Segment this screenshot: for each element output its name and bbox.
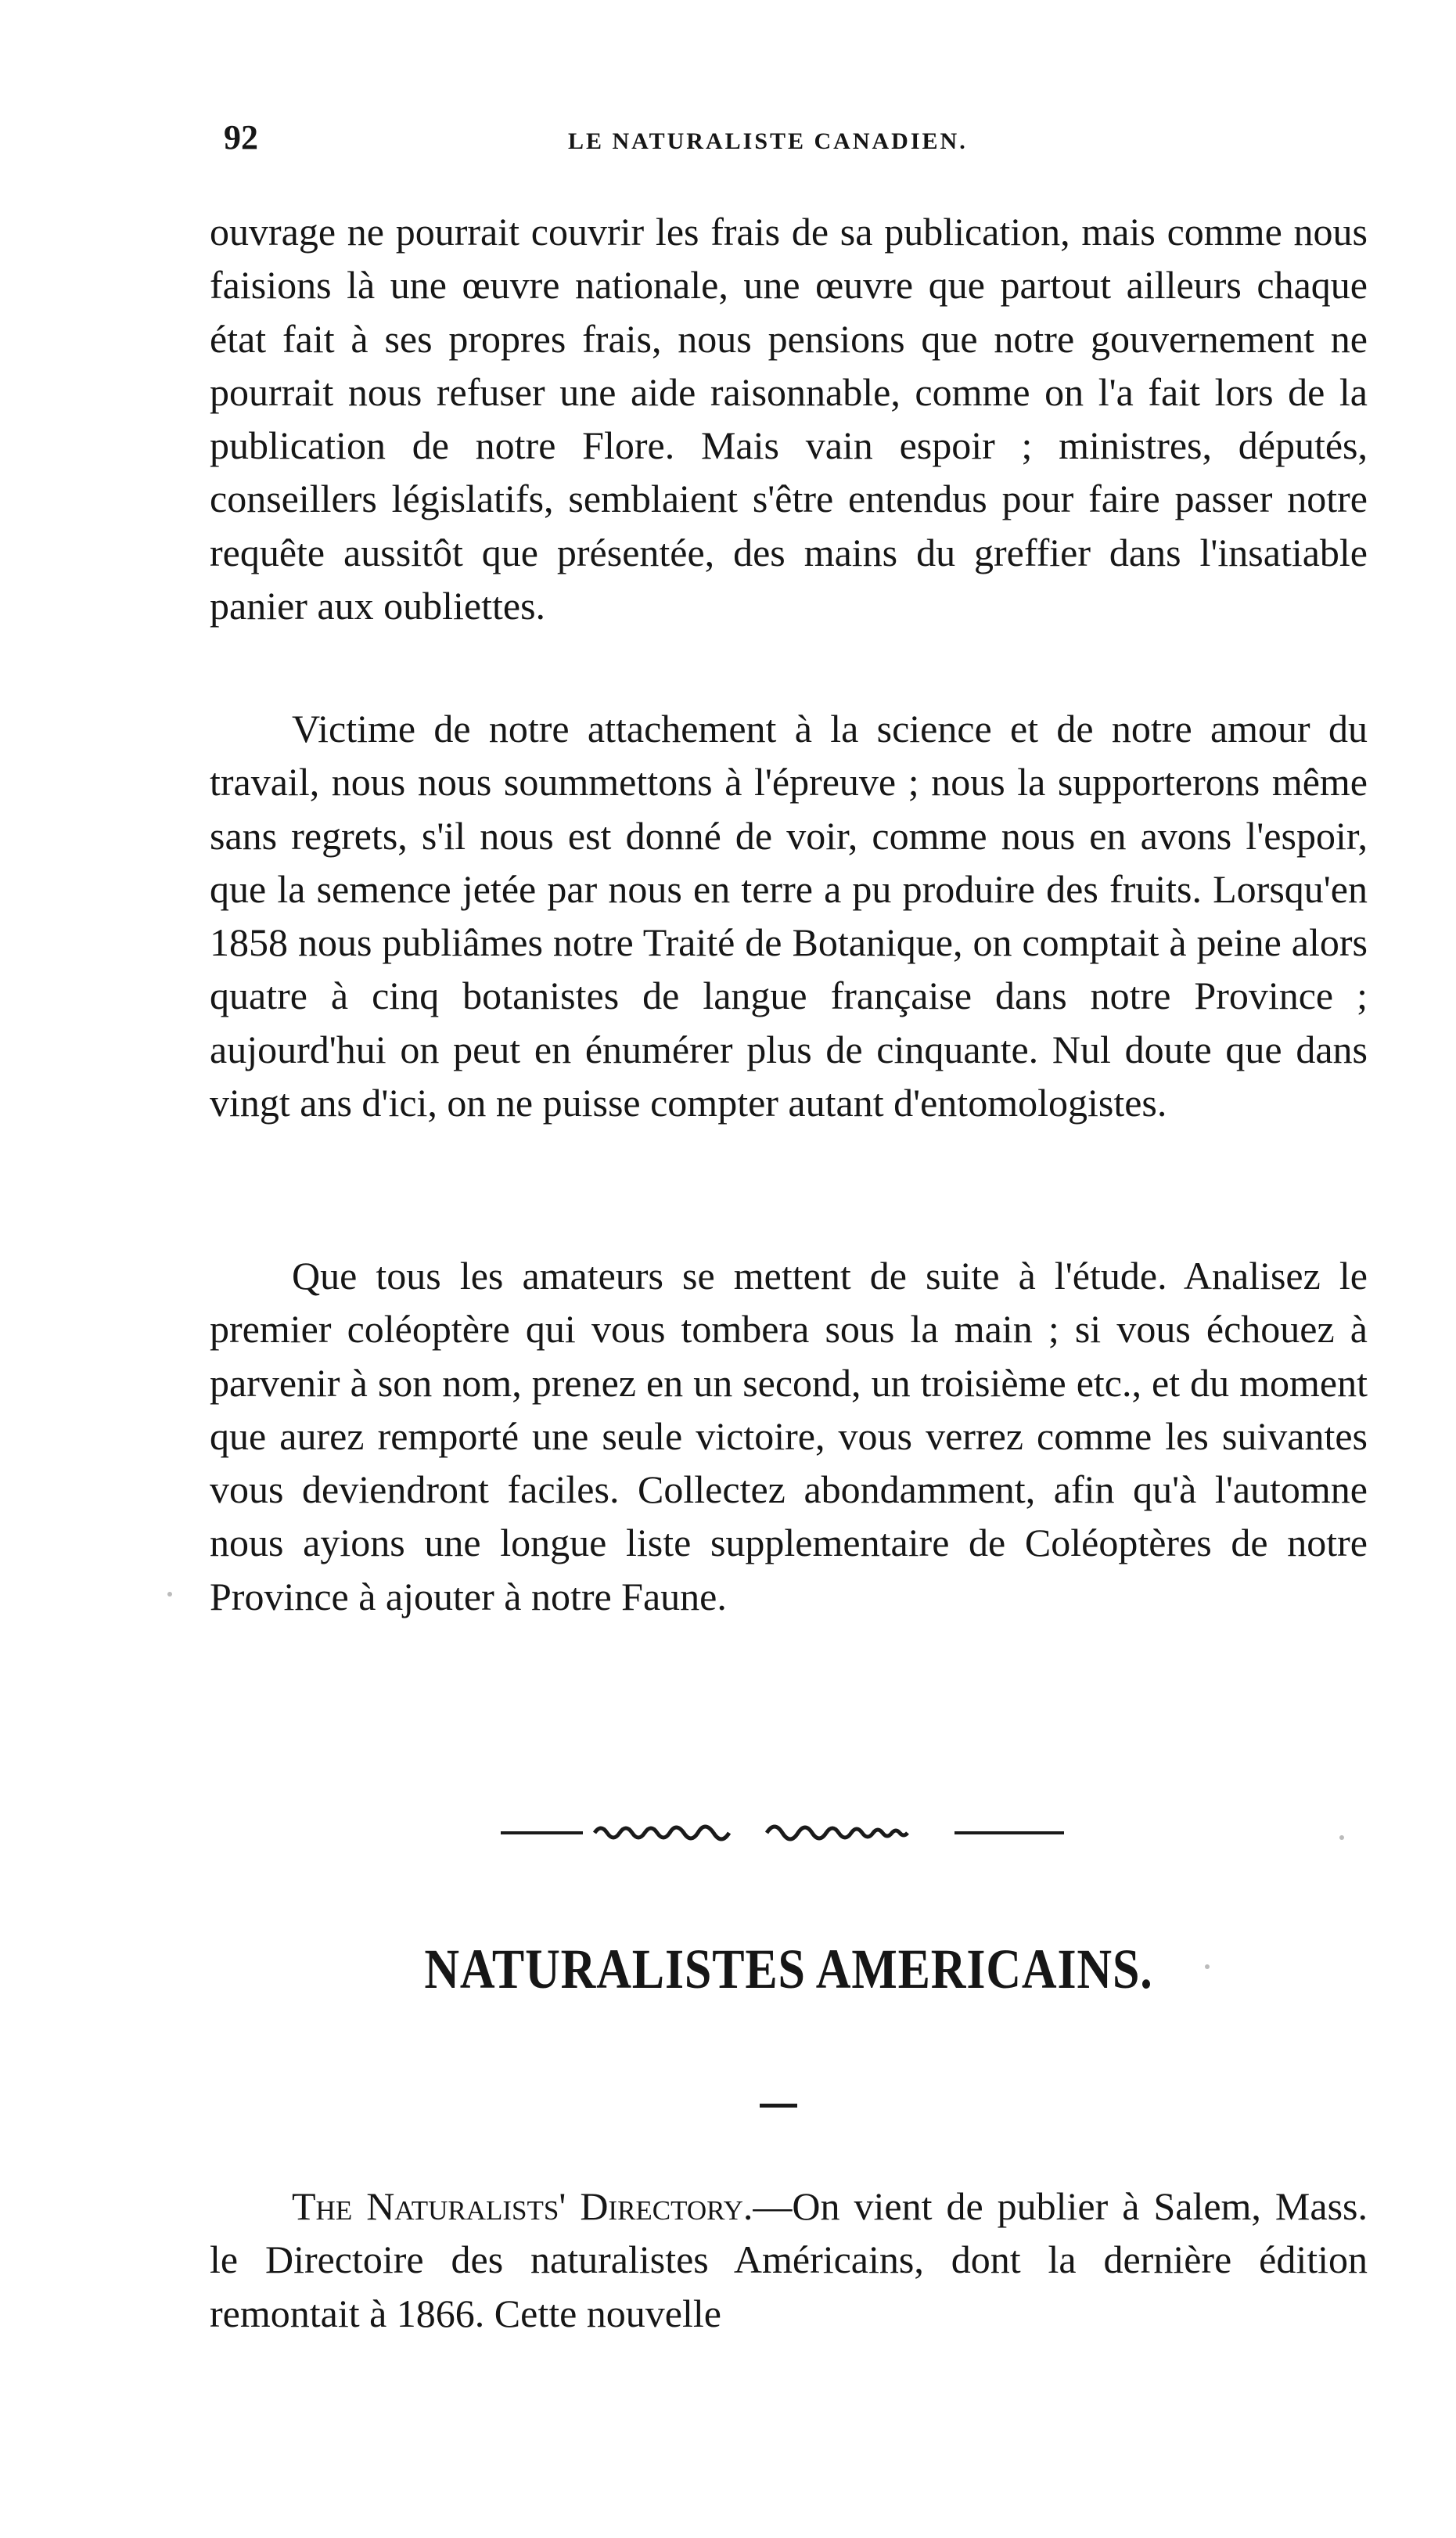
paragraph-1 bbox=[210, 205, 1368, 632]
ornamental-divider bbox=[501, 1816, 1064, 1847]
print-speck bbox=[1205, 1964, 1210, 1969]
paragraph-2-text: Victime de notre attachement à la science et de notre amour du travail, nous nous soummettons à l'épreuve ; nous la supporterons même sans regrets, s'il nous est donné de voir, comme nous en avons l'espoir, que la semence jetée par nous en terre a pu produire des fruits. Lorsqu'en 1858 nous publiâmes notre Traité de Botanique, on comptait à peine alors quatre à cinq botanistes de langue française dans notre Province ; aujourd'hui on peut en énumérer plus de cinquante. Nul doute que dans vingt ans d'ici, on ne puisse compter autant d'entomologistes. bbox=[210, 707, 1368, 1125]
journal-title: LE NATURALISTE CANADIEN. bbox=[568, 128, 968, 154]
paragraph-1-text: ouvrage ne pourrait couvrir les frais de sa publication, mais comme nous faisions là une œuvre nationale, une œuvre que partout ailleurs chaque état fait à ses propres frais, nous pensions que notre gouvernement ne pourrait nous refuser une aide raisonnable, comme on l'a fait lors de la publication de notre Flore. Mais vain espoir ; ministres, députés, conseillers législatifs, semblaient s'être entendus pour faire passer notre requête aussitôt que présentée, des mains du greffier dans l'insatiable panier aux oubliettes. bbox=[210, 210, 1368, 628]
paragraph-4-rest: —On vient de publier à Salem, Mass. le Directoire des naturalistes Américains, dont la dernière édition remontait à 1866. Cette nouvelle bbox=[210, 2184, 1368, 2335]
paragraph-3 bbox=[210, 1249, 1368, 1623]
page-number: 92 bbox=[224, 118, 258, 157]
paragraph-2 bbox=[210, 702, 1368, 1129]
paragraph-4-text bbox=[210, 2180, 1368, 2340]
section-title: NATURALISTES AMERICAINS. bbox=[424, 1938, 1153, 2000]
print-speck bbox=[167, 1592, 172, 1597]
short-rule bbox=[760, 2104, 797, 2108]
print-speck bbox=[1339, 1835, 1344, 1840]
paragraph-4 bbox=[210, 2180, 1368, 2340]
lead-in-title: The Naturalists' Directory. bbox=[292, 2184, 753, 2228]
running-head bbox=[224, 117, 1378, 164]
paragraph-3-text: Que tous les amateurs se mettent de suite à l'étude. Analisez le premier coléoptère qui vous tombera sous la main ; si vous échouez à parvenir à son nom, prenez en un second, un troisième etc., et du moment que aurez remporté une seule victoire, vous verrez comme les suivantes vous deviendront faciles. Collectez abondamment, afin qu'à l'automne nous ayions une longue liste supplementaire de Coléoptères de notre Province à ajouter à notre Faune. bbox=[210, 1254, 1368, 1618]
